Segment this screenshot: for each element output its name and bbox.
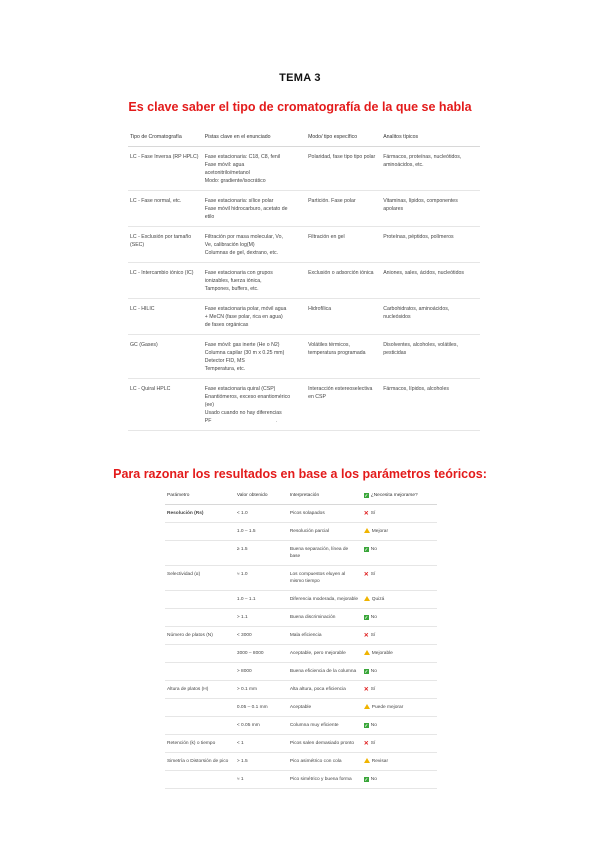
table-cell (362, 541, 437, 566)
cell-label: Puede mejorar (371, 705, 404, 710)
table-row (165, 771, 437, 789)
table-row (165, 663, 437, 681)
cross-icon: ✕ (363, 741, 369, 747)
table-row (165, 523, 437, 541)
table-cell (362, 645, 437, 663)
table-cell (362, 523, 437, 541)
cell-label: No (370, 723, 377, 728)
table-cell: 1.0 – 1.1 (235, 591, 288, 609)
table-cell: LC - Fase normal, etc. (128, 191, 203, 227)
table-cell (362, 505, 437, 523)
table-cell (165, 645, 235, 663)
table-cell: Exclusión o adsorción iónica (306, 263, 381, 299)
table-cell: < 3000 (235, 627, 288, 645)
cross-icon: ✕ (363, 633, 369, 639)
table-cell: 1.0 – 1.5 (235, 523, 288, 541)
cell-line: Enantiómeros, exceso enantiomérico (204, 394, 291, 400)
table-row (128, 299, 480, 335)
section-heading-1: Es clave saber el tipo de cromatografía de la que se habla (128, 100, 472, 114)
table-cell: Aceptable, pero mejorable (288, 645, 362, 663)
table-cell (203, 299, 306, 335)
table-cell (203, 335, 306, 379)
table-cell (362, 663, 437, 681)
warning-icon (364, 596, 370, 601)
table-cell: Interacción estereoselectiva en CSP (306, 379, 381, 431)
table-cell (362, 609, 437, 627)
cell-line: Tampones, buffers, etc. (204, 286, 259, 292)
table-cell (203, 147, 306, 191)
table-cell: < 1 (235, 735, 288, 753)
table-cell: Columna muy eficiente (288, 717, 362, 735)
table-cell: Partición. Fase polar (306, 191, 381, 227)
table-row (128, 227, 480, 263)
table-row (165, 609, 437, 627)
cell-label: Revisar (371, 759, 389, 764)
table-row (128, 263, 480, 299)
table-cell: LC - Fase Inversa (RP HPLC) (128, 147, 203, 191)
table-cell: Mala eficiencia (288, 627, 362, 645)
cell-line: Columna capilar (30 m x 0.25 mm) (204, 350, 285, 356)
section-heading-2: Para razonar los resultados en base a los parámetros teóricos: (113, 467, 487, 481)
table-cell: Diferencia moderada, mejorable (288, 591, 362, 609)
table-cell: Buena discriminación (288, 609, 362, 627)
table-cell (165, 717, 235, 735)
table-cell: Número de platos (N) (165, 627, 235, 645)
cell-line: Columnas de gel, dextrano, etc. (204, 250, 279, 256)
cell-line: ionizables, fuerza iónica, (204, 278, 262, 284)
table-row (165, 699, 437, 717)
cell-label: No (370, 777, 377, 782)
table-cell: Disolventes, alcoholes, volátiles, pesticidas (381, 335, 480, 379)
table-cell: Aniones, sales, ácidos, nucleótidos (381, 263, 480, 299)
cell-line: (ee) (204, 402, 214, 408)
table-row (165, 645, 437, 663)
table-header-cell: Analitos típicos (381, 132, 480, 147)
table-cell: GC (Gases) (128, 335, 203, 379)
cell-line: Fase estacionaria polar, móvil agua (204, 306, 287, 312)
table-cell (362, 681, 437, 699)
cell-line: Modo: gradiente/isocrático (204, 178, 266, 184)
cell-line: Fase móvil: gas inerte (He o N2) (204, 342, 280, 348)
cell-label: Mejorar (371, 529, 389, 534)
table-cell: Buena separación, línea de base (288, 541, 362, 566)
table-row (128, 147, 480, 191)
table-header-cell: Interpretación (288, 490, 362, 505)
warning-icon (364, 650, 370, 655)
table-cell: Altura de platos (H) (165, 681, 235, 699)
table-header-cell: Valor obtenido (235, 490, 288, 505)
table-cell (165, 541, 235, 566)
cell-label: Quizá (371, 597, 385, 602)
table-row (165, 717, 437, 735)
table-cell (165, 591, 235, 609)
cell-line: Usado cuando no hay diferencias (204, 410, 282, 416)
table-cell: ≈ 1.0 (235, 566, 288, 591)
warning-icon (364, 528, 370, 533)
cell-label: Sí (370, 511, 376, 516)
table-cell (362, 591, 437, 609)
cell-line: de fases orgánicas (204, 322, 249, 328)
table-cell (362, 699, 437, 717)
table-cell (362, 753, 437, 771)
table-cell (362, 771, 437, 789)
table-cell: Pico simétrico y buena forma (288, 771, 362, 789)
table-header-row (165, 490, 437, 505)
table-row (128, 335, 480, 379)
table-row (165, 591, 437, 609)
cell-line: PF (204, 418, 212, 424)
table-cell: > 1.5 (235, 753, 288, 771)
check-icon: ✓ (364, 547, 369, 552)
table-row (165, 566, 437, 591)
cell-label: Sí (370, 687, 376, 692)
warning-icon (364, 758, 370, 763)
table-cell: > 8000 (235, 663, 288, 681)
table-cell: < 1.0 (235, 505, 288, 523)
cell-label: Sí (370, 572, 376, 577)
table-cell: ≈ 1 (235, 771, 288, 789)
table-row (165, 627, 437, 645)
table-cell: Hidrofílica (306, 299, 381, 335)
cell-line: Fase estacionaria: sílice polar (204, 198, 274, 204)
table-header-cell: Modo/ tipo específico (306, 132, 381, 147)
table-cell: LC - Quiral HPLC (128, 379, 203, 431)
header-label: ¿Necesita mejorarse? (370, 493, 418, 498)
table-cell: Polaridad, fase tipo tipo polar (306, 147, 381, 191)
table-cell (362, 627, 437, 645)
table-cell (203, 379, 306, 431)
table-header-cell: Parámetro (165, 490, 235, 505)
table-cell: Resolución (Rs) (165, 505, 235, 523)
stray-mark: . (276, 418, 278, 424)
table-row (165, 541, 437, 566)
table-cell: Fármacos, proteínas, nucleótidos, aminoácidos, etc. (381, 147, 480, 191)
cell-label: No (370, 615, 377, 620)
cell-line: Fase móvil hidrocarburo, acetato de (204, 206, 288, 212)
table-cell: Picos salen demasiado pronto (288, 735, 362, 753)
table-cell: > 0.1 mm (235, 681, 288, 699)
chromatography-types-table (128, 132, 480, 431)
table-cell: ≥ 1.5 (235, 541, 288, 566)
cell-label: No (370, 547, 377, 552)
table-cell (362, 566, 437, 591)
table-row (165, 735, 437, 753)
cell-line: Ve, calibración log(M) (204, 242, 255, 248)
cell-label: Sí (370, 741, 376, 746)
cell-line: + MeCN (fase polar, rica en agua) (204, 314, 283, 320)
table-cell: Pico asimétrico con cola (288, 753, 362, 771)
cell-label: Sí (370, 633, 376, 638)
table-cell: Carbohidratos, aminoácidos, nucleósidos (381, 299, 480, 335)
table-row (128, 191, 480, 227)
check-icon: ✓ (364, 615, 369, 620)
cross-icon: ✕ (363, 511, 369, 517)
table-header-cell: Pistas clave en el enunciado (203, 132, 306, 147)
table-cell: < 0.05 mm (235, 717, 288, 735)
warning-icon (364, 704, 370, 709)
table-cell: LC - Exclusión por tamaño (SEC) (128, 227, 203, 263)
table-header-cell: Tipo de Cromatografía (128, 132, 203, 147)
table-cell: Proteínas, péptidos, polímeros (381, 227, 480, 263)
check-icon: ✓ (364, 669, 369, 674)
cell-line: Temperatura, etc. (204, 366, 246, 372)
table-cell: Vitaminas, lípidos, componentes apolares (381, 191, 480, 227)
table-cell: 3000 – 8000 (235, 645, 288, 663)
cell-line: etilo (204, 214, 215, 220)
table-cell: LC - HILIC (128, 299, 203, 335)
check-icon: ✓ (364, 723, 369, 728)
table-row (165, 681, 437, 699)
cell-label: No (370, 669, 377, 674)
table-cell: Fármacos, lípidos, alcoholes (381, 379, 480, 431)
table-cell: Simetría o Distorsión de pico (165, 753, 235, 771)
cell-line: Fase estacionaria con grupos (204, 270, 273, 276)
cross-icon: ✕ (363, 687, 369, 693)
table-cell (165, 523, 235, 541)
table-cell (165, 699, 235, 717)
table-cell: > 1.1 (235, 609, 288, 627)
table-cell: Los compuestos eluyen al mismo tiempo (288, 566, 362, 591)
check-icon: ✓ (364, 493, 369, 498)
table-row (165, 505, 437, 523)
cell-label: Mejorable (371, 651, 393, 656)
table-cell (165, 663, 235, 681)
cell-line: acetonitrilo/metanol (204, 170, 250, 176)
table-cell: Resolución parcial (288, 523, 362, 541)
table-cell: 0.05 – 0.1 mm (235, 699, 288, 717)
table-header-cell (362, 490, 437, 505)
cell-line: Filtración por masa molecular, Vo, (204, 234, 283, 240)
table-cell: Buena eficiencia de la columna (288, 663, 362, 681)
table-cell: LC - Intercambio iónico (IC) (128, 263, 203, 299)
table-cell: Filtración en gel (306, 227, 381, 263)
table-cell (165, 771, 235, 789)
table-cell (362, 717, 437, 735)
table-cell (203, 191, 306, 227)
page-title: TEMA 3 (279, 72, 321, 84)
table-cell (165, 609, 235, 627)
table-row (128, 379, 480, 431)
table-cell: Picos solapados (288, 505, 362, 523)
table-row (165, 753, 437, 771)
cell-line: Fase móvil: agua (204, 162, 245, 168)
table-cell (203, 263, 306, 299)
table-cell: Retención (k) o tiempo (165, 735, 235, 753)
table-cell (362, 735, 437, 753)
cell-line: Fase estacionaria quiral (CSP) (204, 386, 276, 392)
check-icon: ✓ (364, 777, 369, 782)
table-header-row (128, 132, 480, 147)
cell-line: Detector FID, MS (204, 358, 245, 364)
cell-line: Fase estacionaria: C18, C8, fenil (204, 154, 281, 160)
table-cell (203, 227, 306, 263)
parameters-table (165, 490, 437, 789)
table-cell: Aceptable (288, 699, 362, 717)
table-cell: Alta altura, poca eficiencia (288, 681, 362, 699)
table-cell: Selectividad (α) (165, 566, 235, 591)
table-cell: Volátiles térmicos, temperatura programada (306, 335, 381, 379)
cross-icon: ✕ (363, 572, 369, 578)
